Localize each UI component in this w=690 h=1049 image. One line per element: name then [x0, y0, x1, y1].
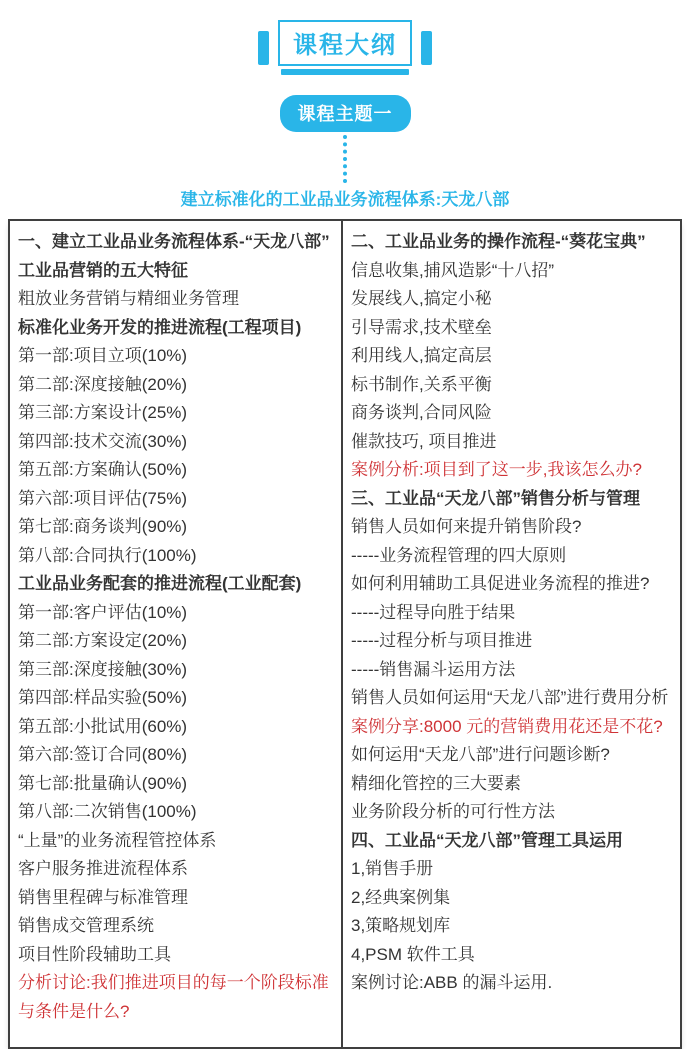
dotted-connector-decoration	[343, 135, 347, 183]
badge-shadow-bar-decoration	[281, 69, 410, 75]
outline-line: 销售人员如何来提升销售阶段?	[351, 517, 582, 536]
outline-line: 三、工业品“天龙八部”销售分析与管理	[351, 488, 640, 508]
outline-line: 四、工业品“天龙八部”管理工具运用	[351, 830, 623, 850]
outline-line: 销售人员如何运用“天龙八部”进行费用分析	[351, 688, 669, 707]
outline-line: 如何运用“天龙八部”进行问题诊断?	[351, 745, 610, 764]
outline-line: 第四部:技术交流(30%)	[18, 431, 188, 451]
outline-line: 销售里程碑与标准管理	[18, 887, 188, 907]
outline-line: 粗放业务营销与精细业务管理	[18, 289, 239, 308]
outline-line: 第二部:方案设定(20%)	[18, 631, 188, 650]
outline-line: 第六部:项目评估(75%)	[18, 488, 188, 508]
outline-table	[8, 219, 682, 1049]
outline-line: 第四部:样品实验(50%)	[18, 688, 188, 707]
outline-line: 3,策略规划库	[351, 916, 451, 935]
outline-line: -----过程分析与项目推进	[351, 631, 533, 650]
outline-line: 2,经典案例集	[351, 887, 451, 907]
outline-line: 第八部:二次销售(100%)	[18, 802, 197, 821]
outline-line: 4,PSM 软件工具	[351, 944, 475, 964]
outline-line: 第三部:方案设计(25%)	[18, 403, 188, 422]
badge-right-bar-decoration	[421, 31, 432, 65]
outline-line: 分析讨论:我们推进项目的每一个阶段标准与条件是什么?	[18, 973, 329, 1021]
outline-line: 引导需求,技术壁垒	[351, 317, 492, 337]
outline-line: 精细化管控的三大要素	[351, 773, 521, 793]
outline-line: 工业品业务配套的推进流程(工业配套)	[18, 574, 302, 593]
outline-line: 一、建立工业品业务流程体系-“天龙八部”	[18, 232, 330, 251]
outline-line: 第七部:批量确认(90%)	[18, 773, 188, 793]
outline-column-left	[10, 221, 343, 1047]
outline-line: 第一部:客户评估(10%)	[18, 602, 188, 622]
outline-line: 如何利用辅助工具促进业务流程的推进?	[351, 574, 650, 593]
outline-line: 1,销售手册	[351, 859, 434, 878]
outline-line: -----业务流程管理的四大原则	[351, 545, 567, 565]
outline-column-right	[343, 221, 680, 1047]
outline-line: 工业品营销的五大特征	[18, 260, 188, 280]
outline-line: 发展线人,搞定小秘	[351, 289, 492, 308]
section-subtitle: 建立标准化的工业品业务流程体系:天龙八部	[180, 190, 510, 209]
outline-line: -----销售漏斗运用方法	[351, 659, 516, 679]
outline-line: 标准化业务开发的推进流程(工程项目)	[18, 317, 302, 337]
outline-line: 商务谈判,合同风险	[351, 403, 492, 422]
outline-line: 第三部:深度接触(30%)	[18, 659, 188, 679]
outline-line: 销售成交管理系统	[18, 916, 154, 935]
outline-line: 第五部:方案确认(50%)	[18, 460, 188, 479]
badge-stack	[278, 20, 412, 75]
outline-line: 利用线人,搞定高层	[351, 346, 492, 365]
outline-line: 第五部:小批试用(60%)	[18, 716, 188, 736]
outline-line: 第六部:签订合同(80%)	[18, 745, 188, 764]
outline-line: 催款技巧, 项目推进	[351, 431, 497, 451]
outline-line: 业务阶段分析的可行性方法	[351, 802, 555, 821]
outline-line: 第二部:深度接触(20%)	[18, 374, 188, 394]
course-outline-badge: 课程大纲	[278, 20, 412, 66]
outline-line: 案例分享:8000 元的营销费用花还是不花?	[351, 716, 663, 736]
outline-line: 第八部:合同执行(100%)	[18, 545, 197, 565]
outline-line: 标书制作,关系平衡	[351, 374, 492, 394]
outline-line: 第一部:项目立项(10%)	[18, 346, 188, 365]
course-outline-header	[0, 20, 690, 75]
outline-line: 信息收集,捕风造影“十八招”	[351, 260, 555, 280]
outline-line: 案例分析:项目到了这一步,我该怎么办?	[351, 460, 642, 479]
outline-line: 案例讨论:ABB 的漏斗运用.	[351, 973, 553, 992]
outline-line: 二、工业品业务的操作流程-“葵花宝典”	[351, 232, 646, 251]
outline-line: -----过程导向胜于结果	[351, 602, 516, 622]
outline-line: 第七部:商务谈判(90%)	[18, 517, 188, 536]
outline-line: 客户服务推进流程体系	[18, 859, 188, 878]
outline-line: 项目性阶段辅助工具	[18, 944, 171, 964]
badge-left-bar-decoration	[258, 31, 269, 65]
outline-line: “上量”的业务流程管控体系	[18, 830, 217, 850]
course-topic-pill: 课程主题一	[280, 95, 411, 132]
